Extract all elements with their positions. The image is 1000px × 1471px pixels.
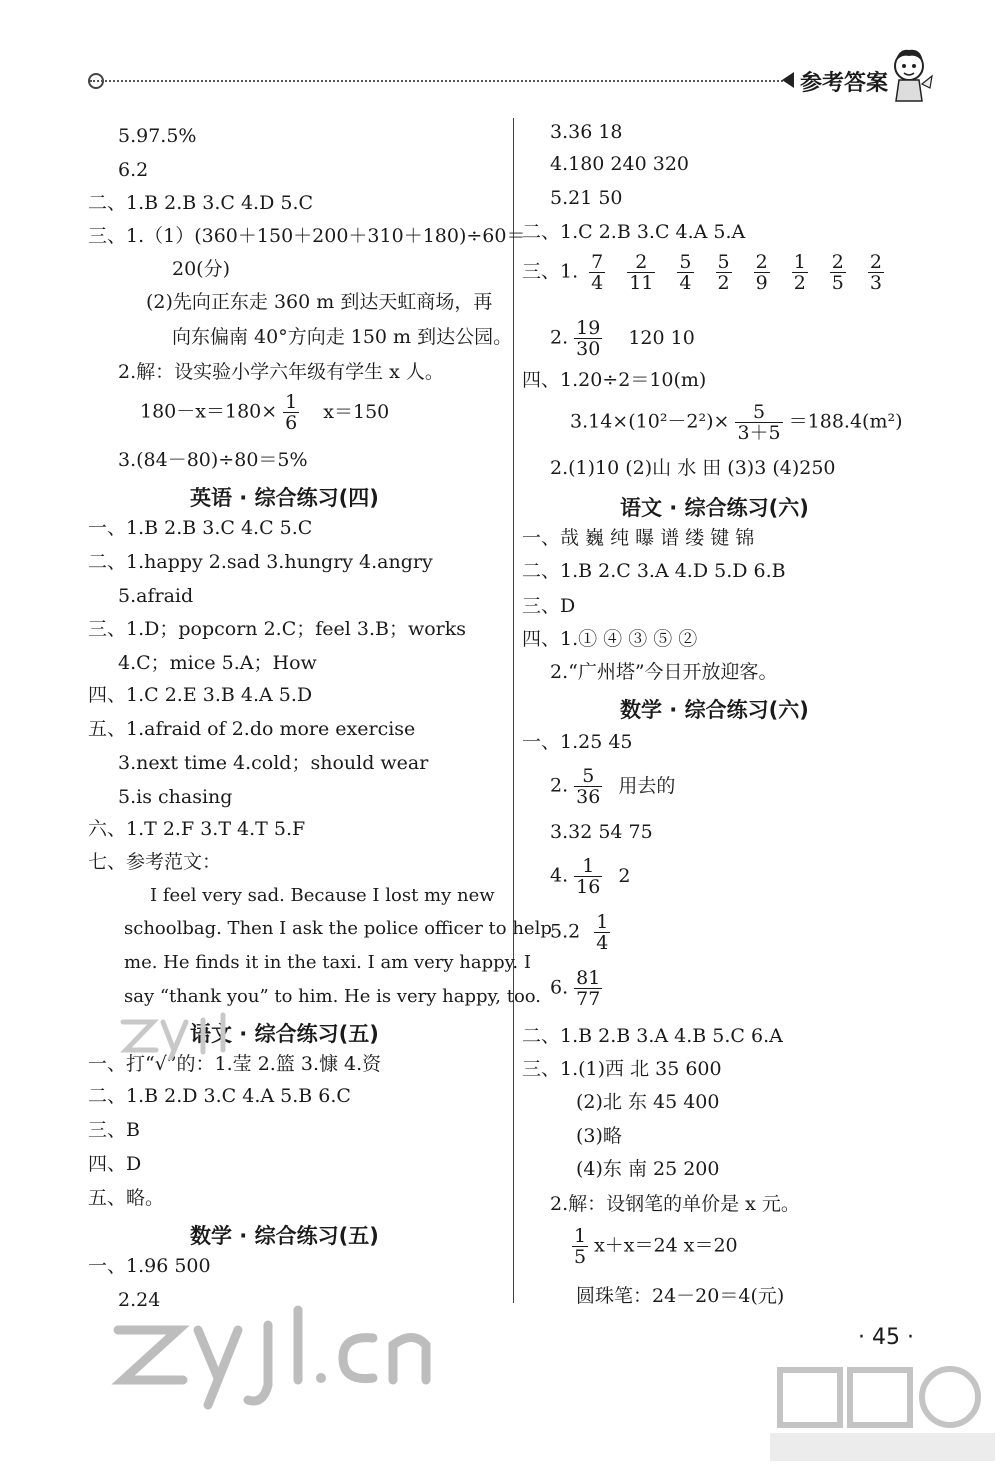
answer-line: 圆珠笔：24－20＝4(元) [576, 1285, 785, 1307]
section-heading: 语文 · 综合练习(六) [620, 496, 809, 520]
answer-line: (2)先向正东走 360 m 到达天虹商场，再 [146, 291, 493, 313]
watermark-logo-icon [108, 1300, 438, 1410]
answer-line: 五、略。 [88, 1187, 165, 1209]
row-prefix: 2. [550, 326, 569, 349]
denominator: 4 [679, 272, 692, 294]
essay-line: I feel very sad. Because I lost my new [150, 885, 495, 906]
equation-left: 180－x＝180× [140, 400, 278, 423]
fraction [574, 318, 602, 359]
answer-line: 4.C；mice 5.A；How [118, 652, 317, 674]
answer-line: 3.next time 4.cold；should wear [118, 752, 429, 774]
fraction [868, 252, 884, 293]
header-title: 参考答案 [800, 71, 889, 96]
answer-line: 二、1.B 2.D 3.C 4.A 5.B 6.C [88, 1085, 351, 1107]
fraction [754, 252, 770, 293]
column-divider [513, 118, 514, 1303]
answer-line: 3.32 54 75 [550, 821, 653, 843]
denominator: 4 [596, 932, 609, 954]
equation-rest: x＋x＝24 x＝20 [594, 1234, 738, 1257]
denominator: 6 [285, 412, 298, 434]
section-heading: 数学 · 综合练习(五) [190, 1224, 379, 1248]
answer-line: (2)北 东 45 400 [576, 1091, 720, 1113]
numerator: 1 [285, 391, 298, 413]
answer-line: 3.(84－80)÷80＝5% [118, 449, 308, 471]
answer-line: 一、1.25 45 [522, 731, 633, 753]
answer-line: 一、1.B 2.B 3.C 4.C 5.C [88, 517, 313, 539]
numerator: 2 [869, 251, 882, 273]
fraction [594, 912, 610, 953]
mascot-icon [884, 46, 934, 108]
denominator: 11 [629, 272, 654, 294]
essay-line: say “thank you” to him. He is very happy, too. [124, 986, 542, 1007]
answer-line: 二、1.B 2.B 3.A 4.B 5.C 6.A [522, 1025, 783, 1047]
equation-line [570, 402, 903, 443]
equation-right: x＝150 [323, 400, 390, 423]
numerator: 5 [574, 766, 602, 787]
answer-line: 2.解：设钢笔的单价是 x 元。 [550, 1193, 800, 1215]
section-heading: 语文 · 综合练习(五) [190, 1022, 379, 1046]
fraction-line [550, 856, 630, 897]
fraction [677, 252, 693, 293]
fraction [283, 392, 299, 433]
section-heading: 数学 · 综合练习(六) [620, 698, 809, 722]
numerator: 81 [576, 967, 601, 989]
denominator: 2 [717, 272, 730, 294]
answer-line: 三、B [88, 1119, 140, 1141]
numerator: 19 [576, 317, 601, 339]
fraction [792, 252, 808, 293]
answer-line: 2.解：设实验小学六年级有学生 x 人。 [118, 361, 444, 383]
answer-line: 三、D [522, 595, 576, 617]
denominator: 77 [576, 988, 601, 1010]
answer-line: 向东偏南 40°方向走 150 m 到达公园。 [172, 326, 513, 348]
answer-line: 二、1.B 2.C 3.A 4.D 5.D 6.B [522, 560, 786, 582]
equation-line [572, 1226, 738, 1267]
answer-line: 四、1.C 2.E 3.B 4.A 5.D [88, 684, 313, 706]
answer-line: 6.2 [118, 159, 149, 181]
fraction [830, 252, 846, 293]
denominator: 3 [869, 272, 882, 294]
answer-line: 2.(1)10 (2)山 水 田 (3)3 (4)250 [550, 457, 836, 479]
row-rest: 2 [618, 864, 631, 887]
fraction-row [522, 252, 895, 293]
row-rest: 120 10 [628, 326, 695, 349]
section-heading: 英语 · 综合练习(四) [190, 486, 379, 510]
essay-line: me. He finds it in the taxi. I am very happy. I [124, 952, 531, 973]
answer-line: 四、1.20÷2＝10(m) [522, 369, 707, 391]
answer-line: (4)东 南 25 200 [576, 1158, 720, 1180]
answer-line: 5.is chasing [118, 786, 233, 808]
answer-line: 二、1.C 2.B 3.C 4.A 5.A [522, 221, 746, 243]
fraction-line [550, 968, 608, 1009]
denominator: 5 [574, 1246, 587, 1268]
answer-line: 五、1.afraid of 2.do more exercise [88, 718, 416, 740]
equation-line [140, 392, 389, 433]
answer-line: 三、1.(1)西 北 35 600 [522, 1058, 722, 1080]
numerator: 1 [574, 1225, 587, 1247]
numerator: 1 [596, 911, 609, 933]
essay-line: schoolbag. Then I ask the police officer to help [124, 918, 552, 939]
numerator: 5 [717, 251, 730, 273]
fraction [627, 252, 655, 293]
header-arrow-icon [782, 72, 794, 88]
numerator: 1 [793, 251, 806, 273]
answer-line: 5.afraid [118, 585, 194, 607]
answer-line: 四、D [88, 1153, 142, 1175]
answer-line: 2.24 [118, 1289, 161, 1311]
fraction [574, 856, 602, 897]
fraction [572, 1226, 588, 1267]
denominator: 3＋5 [737, 422, 781, 444]
answer-line: (3)略 [576, 1125, 622, 1147]
numerator: 2 [627, 252, 655, 273]
answer-line: 5.21 50 [550, 187, 623, 209]
row-prefix: 三、1. [522, 260, 579, 283]
answer-line: 3.36 18 [550, 121, 623, 143]
fraction-line [550, 912, 616, 953]
denominator: 16 [576, 876, 601, 898]
row-prefix: 5.2 [550, 920, 581, 943]
answer-line: 三、1.（1）(360＋150＋200＋310＋180)÷60＝ [88, 225, 526, 247]
row-rest: 用去的 [618, 774, 676, 797]
fraction-line [550, 318, 695, 359]
denominator: 5 [831, 272, 844, 294]
denominator: 36 [576, 786, 601, 808]
denominator: 30 [576, 338, 601, 360]
fraction [574, 766, 602, 807]
answer-line: 二、1.happy 2.sad 3.hungry 4.angry [88, 551, 433, 573]
numerator: 5 [735, 402, 782, 423]
answer-line: 20(分) [172, 258, 231, 280]
answer-line: 四、1.① ④ ③ ⑤ ② [522, 628, 698, 650]
numerator: 2 [831, 251, 844, 273]
answer-line: 三、1.D；popcorn 2.C；feel 3.B；works [88, 618, 467, 640]
row-prefix: 4. [550, 864, 569, 887]
equation-left: 3.14×(10²－2²)× [570, 410, 730, 433]
fraction-list [578, 251, 895, 294]
watermark-stamp-icon [770, 1365, 995, 1465]
answer-line: 一、打“√”的：1.莹 2.篮 3.慷 4.资 [88, 1053, 382, 1075]
numerator: 5 [679, 251, 692, 273]
answer-line: 二、1.B 2.B 3.C 4.D 5.C [88, 192, 314, 214]
row-prefix: 2. [550, 774, 569, 797]
fraction [735, 402, 782, 443]
answer-line: 一、哉 巍 纯 曝 谱 缕 键 锦 [522, 527, 755, 549]
numerator: 2 [755, 251, 768, 273]
denominator: 2 [793, 272, 806, 294]
numerator: 7 [591, 251, 604, 273]
fraction [589, 252, 605, 293]
fraction [574, 968, 602, 1009]
denominator: 4 [591, 272, 604, 294]
fraction [716, 252, 732, 293]
answer-line: 5.97.5% [118, 125, 197, 147]
row-prefix: 6. [550, 976, 569, 999]
numerator: 1 [574, 856, 602, 877]
header-dotted-line [90, 80, 790, 82]
answer-line: 六、1.T 2.F 3.T 4.T 5.F [88, 818, 306, 840]
denominator: 9 [755, 272, 768, 294]
answer-line: 一、1.96 500 [88, 1255, 211, 1277]
fraction-line [550, 766, 675, 807]
watermark-small-icon [118, 1010, 258, 1060]
equation-right: ＝188.4(m²) [788, 410, 903, 433]
answer-line: 七、参考范文： [88, 851, 222, 873]
page-number: · 45 · [858, 1325, 914, 1350]
answer-line: 2.“广州塔”今日开放迎客。 [550, 661, 778, 683]
answer-line: 4.180 240 320 [550, 153, 690, 175]
